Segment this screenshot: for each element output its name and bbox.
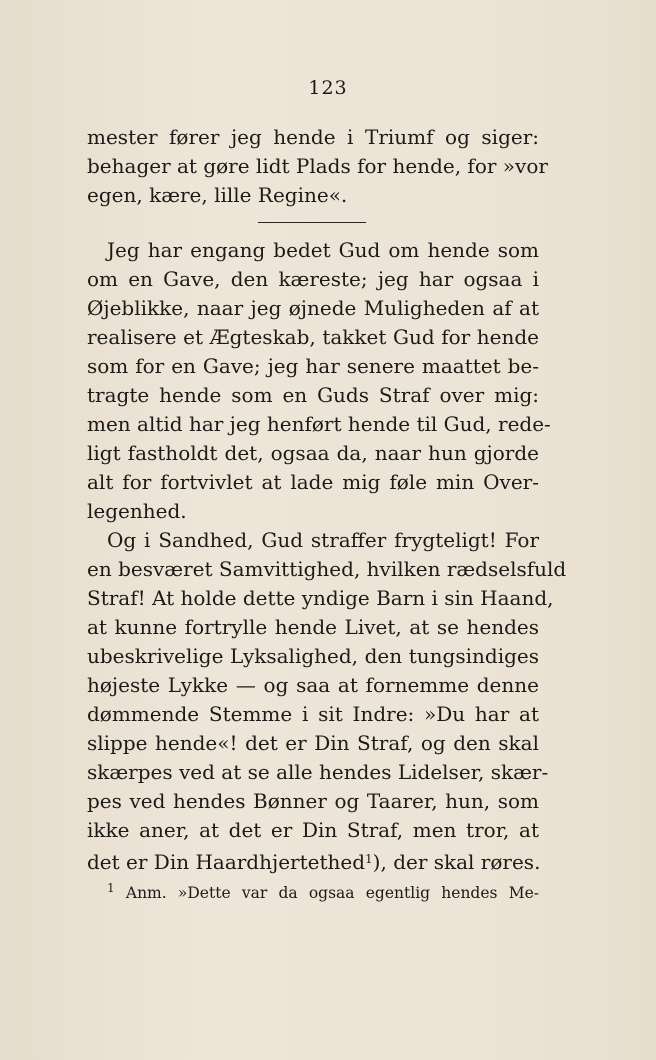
text-line: en besværet Samvittighed, hvilken rædselsfuld <box>87 557 567 581</box>
text-line: pes ved hendes Bønner og Taarer, hun, som <box>87 789 539 813</box>
text-line: som for en Gave; jeg har senere maattet be- <box>87 354 539 378</box>
text-line: ikke aner, at det er Din Straf, men tror, at <box>87 818 539 842</box>
text-line: Jeg har engang bedet Gud om hende som <box>107 238 539 262</box>
paragraph-2 <box>87 236 551 526</box>
paragraph-3 <box>87 526 567 874</box>
text-line: tragte hende som en Guds Straf over mig: <box>87 383 539 407</box>
text-line-final <box>87 845 539 874</box>
text-line: om en Gave, den kæreste; jeg har ogsaa i <box>87 267 539 291</box>
text-line: Og i Sandhed, Gud straffer frygteligt! For <box>107 528 539 552</box>
page-number: 123 <box>308 77 348 99</box>
footnote-marker: 1 <box>107 881 115 895</box>
text-line: at kunne fortrylle hende Livet, at se hendes <box>87 615 539 639</box>
text-line: egen, kære, lille Regine«. <box>87 183 348 207</box>
text-line: legenhed. <box>87 499 187 523</box>
text-line: alt for fortvivlet at lade mig føle min Over- <box>87 470 539 494</box>
paragraph-1 <box>87 123 548 210</box>
text-line: men altid har jeg henført hende til Gud, rede- <box>87 412 551 436</box>
text-segment: ), der skal røres. <box>372 850 541 874</box>
footnote-reference[interactable]: 1 <box>365 852 373 866</box>
footnote-text: Anm. »Dette var da ogsaa egentlig hendes Me- <box>125 884 539 902</box>
section-divider <box>258 222 366 223</box>
text-line: højeste Lykke — og saa at fornemme denne <box>87 673 539 697</box>
text-line: Øjeblikke, naar jeg øjnede Muligheden af at <box>87 296 539 320</box>
text-line: skærpes ved at se alle hendes Lidelser, skær- <box>87 760 549 784</box>
text-line: mester fører jeg hende i Triumf og siger: <box>87 125 539 149</box>
text-segment: det er Din Haardhjertethed <box>87 850 366 874</box>
footnote <box>107 877 539 904</box>
text-line: ligt fastholdt det, ogsaa da, naar hun gjorde <box>87 441 539 465</box>
text-line: slippe hende«! det er Din Straf, og den skal <box>87 731 539 755</box>
text-line: behager at gøre lidt Plads for hende, for »vor <box>87 154 548 178</box>
text-line: ubeskrivelige Lyksalighed, den tungsindiges <box>87 644 539 668</box>
text-line: Straf! At holde dette yndige Barn i sin Haand, <box>87 586 554 610</box>
text-line: dømmende Stemme i sit Indre: »Du har at <box>87 702 539 726</box>
text-line: realisere et Ægteskab, takket Gud for hende <box>87 325 539 349</box>
